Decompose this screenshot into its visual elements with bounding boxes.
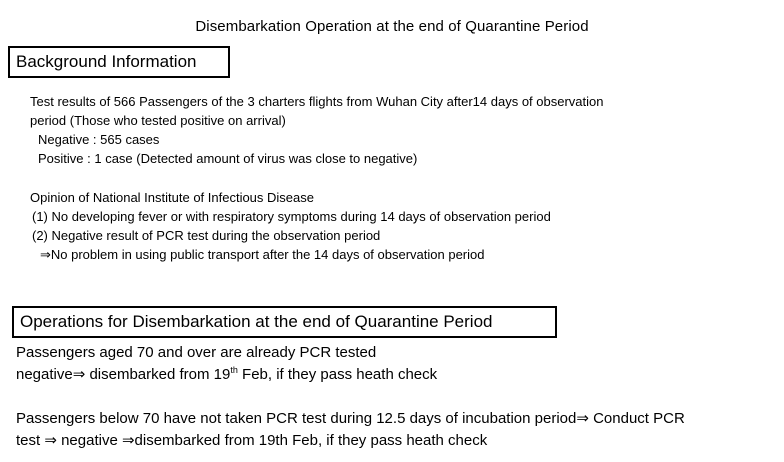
test-results-line-2: period (Those who tested positive on arrival) <box>30 113 286 128</box>
background-heading-box <box>8 46 230 78</box>
opinion-item-2: (2) Negative result of PCR test during the observation period <box>32 228 381 243</box>
positive-cases: Positive : 1 case (Detected amount of virus was close to negative) <box>38 151 418 166</box>
test-results-line-1: Test results of 566 Passengers of the 3 charters flights from Wuhan City after14 days of observation <box>30 94 604 109</box>
operations-para1-line-2 <box>16 364 437 386</box>
operations-heading: Operations for Disembarkation at the end of Quarantine Period <box>20 312 493 331</box>
para1-ordinal-suffix: th <box>230 365 238 375</box>
operations-para2-line-1: Passengers below 70 have not taken PCR test during 12.5 days of incubation period⇒ Conduct PCR <box>16 410 685 427</box>
opinion-heading: Opinion of National Institute of Infectious Disease <box>30 190 314 205</box>
opinion-item-1: (1) No developing fever or with respiratory symptoms during 14 days of observation period <box>32 209 551 224</box>
slide-title: Disembarkation Operation at the end of Quarantine Period <box>195 18 589 35</box>
para1-line2-post: Feb, if they pass heath check <box>237 366 438 383</box>
para1-line2-pre: negative⇒ disembarked from 19 <box>16 366 231 383</box>
operations-heading-box <box>12 306 557 338</box>
operations-para1-line-1: Passengers aged 70 and over are already PCR tested <box>16 344 377 361</box>
negative-cases: Negative : 565 cases <box>38 132 160 147</box>
background-heading: Background Information <box>16 52 197 71</box>
opinion-conclusion: ⇒No problem in using public transport after the 14 days of observation period <box>40 247 485 262</box>
operations-para2-line-2: test ⇒ negative ⇒disembarked from 19th Feb, if they pass heath check <box>16 432 488 449</box>
